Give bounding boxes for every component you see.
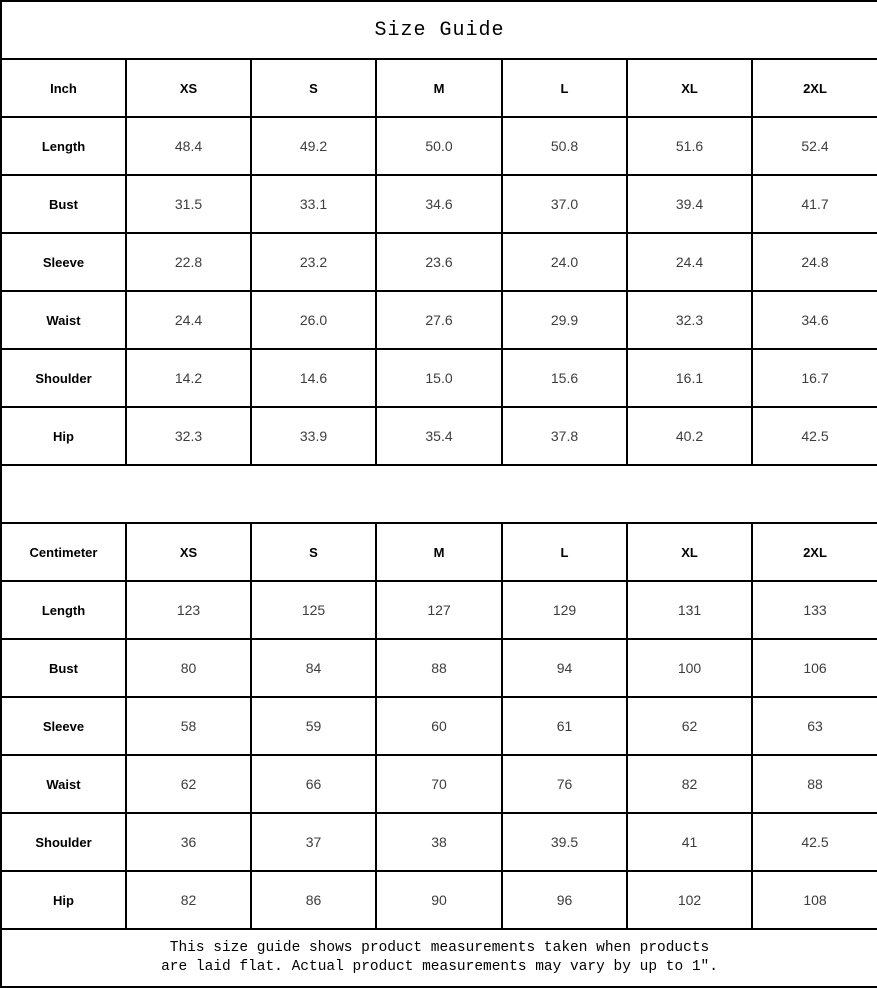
measurement-value: 48.4 bbox=[126, 117, 251, 175]
footer-row bbox=[1, 929, 877, 987]
measurement-value: 15.6 bbox=[502, 349, 627, 407]
row-label: Waist bbox=[1, 755, 126, 813]
measurement-value: 76 bbox=[502, 755, 627, 813]
measurement-value: 62 bbox=[627, 697, 752, 755]
size-header-cell: L bbox=[502, 59, 627, 117]
measurement-value: 82 bbox=[126, 871, 251, 929]
measurement-value: 88 bbox=[376, 639, 502, 697]
size-header-cell: 2XL bbox=[752, 59, 877, 117]
size-header-cell: XS bbox=[126, 523, 251, 581]
measurement-value: 61 bbox=[502, 697, 627, 755]
measurement-value: 80 bbox=[126, 639, 251, 697]
row-label: Waist bbox=[1, 291, 126, 349]
measurement-value: 23.6 bbox=[376, 233, 502, 291]
page-title: Size Guide bbox=[1, 1, 877, 59]
measurement-value: 37.0 bbox=[502, 175, 627, 233]
measurement-value: 33.9 bbox=[251, 407, 376, 465]
measurement-value: 35.4 bbox=[376, 407, 502, 465]
size-header-cell: XS bbox=[126, 59, 251, 117]
measurement-row bbox=[1, 581, 877, 639]
measurement-value: 58 bbox=[126, 697, 251, 755]
measurement-value: 32.3 bbox=[627, 291, 752, 349]
measurement-row bbox=[1, 349, 877, 407]
size-header-cell: S bbox=[251, 523, 376, 581]
size-header-cell: XL bbox=[627, 523, 752, 581]
measurement-value: 37 bbox=[251, 813, 376, 871]
measurement-value: 36 bbox=[126, 813, 251, 871]
measurement-value: 66 bbox=[251, 755, 376, 813]
measurement-value: 15.0 bbox=[376, 349, 502, 407]
measurement-row bbox=[1, 639, 877, 697]
measurement-value: 14.6 bbox=[251, 349, 376, 407]
measurement-value: 42.5 bbox=[752, 407, 877, 465]
title-row bbox=[1, 1, 877, 59]
measurement-value: 133 bbox=[752, 581, 877, 639]
measurement-value: 123 bbox=[126, 581, 251, 639]
measurement-value: 42.5 bbox=[752, 813, 877, 871]
measurement-value: 32.3 bbox=[126, 407, 251, 465]
measurement-value: 82 bbox=[627, 755, 752, 813]
measurement-value: 108 bbox=[752, 871, 877, 929]
size-header-cell: XL bbox=[627, 59, 752, 117]
measurement-value: 39.5 bbox=[502, 813, 627, 871]
row-label: Bust bbox=[1, 175, 126, 233]
measurement-value: 50.8 bbox=[502, 117, 627, 175]
row-label: Hip bbox=[1, 871, 126, 929]
measurement-value: 33.1 bbox=[251, 175, 376, 233]
measurement-value: 24.4 bbox=[126, 291, 251, 349]
measurement-value: 102 bbox=[627, 871, 752, 929]
measurement-value: 38 bbox=[376, 813, 502, 871]
measurement-row bbox=[1, 291, 877, 349]
size-header-cell: M bbox=[376, 523, 502, 581]
measurement-value: 129 bbox=[502, 581, 627, 639]
measurement-value: 49.2 bbox=[251, 117, 376, 175]
row-label: Bust bbox=[1, 639, 126, 697]
measurement-row bbox=[1, 407, 877, 465]
measurement-row bbox=[1, 697, 877, 755]
measurement-value: 125 bbox=[251, 581, 376, 639]
measurement-value: 106 bbox=[752, 639, 877, 697]
measurement-value: 86 bbox=[251, 871, 376, 929]
row-label: Sleeve bbox=[1, 233, 126, 291]
unit-header-cell: Inch bbox=[1, 59, 126, 117]
size-header-cell: M bbox=[376, 59, 502, 117]
row-label: Length bbox=[1, 117, 126, 175]
measurement-row bbox=[1, 175, 877, 233]
measurement-value: 50.0 bbox=[376, 117, 502, 175]
measurement-value: 22.8 bbox=[126, 233, 251, 291]
measurement-value: 60 bbox=[376, 697, 502, 755]
size-header-cell: S bbox=[251, 59, 376, 117]
measurement-value: 90 bbox=[376, 871, 502, 929]
measurement-row bbox=[1, 233, 877, 291]
measurement-value: 29.9 bbox=[502, 291, 627, 349]
measurement-value: 127 bbox=[376, 581, 502, 639]
measurement-value: 84 bbox=[251, 639, 376, 697]
size-header-cell: 2XL bbox=[752, 523, 877, 581]
measurement-value: 34.6 bbox=[752, 291, 877, 349]
measurement-row bbox=[1, 117, 877, 175]
row-label: Sleeve bbox=[1, 697, 126, 755]
measurement-value: 63 bbox=[752, 697, 877, 755]
measurement-value: 131 bbox=[627, 581, 752, 639]
measurement-value: 96 bbox=[502, 871, 627, 929]
measurement-value: 70 bbox=[376, 755, 502, 813]
row-label: Shoulder bbox=[1, 813, 126, 871]
measurement-value: 27.6 bbox=[376, 291, 502, 349]
size-header-row bbox=[1, 523, 877, 581]
measurement-value: 16.7 bbox=[752, 349, 877, 407]
measurement-value: 24.4 bbox=[627, 233, 752, 291]
measurement-row bbox=[1, 871, 877, 929]
measurement-value: 51.6 bbox=[627, 117, 752, 175]
row-label: Hip bbox=[1, 407, 126, 465]
measurement-row bbox=[1, 813, 877, 871]
size-header-cell: L bbox=[502, 523, 627, 581]
footer-note bbox=[1, 929, 877, 987]
measurement-value: 39.4 bbox=[627, 175, 752, 233]
measurement-value: 52.4 bbox=[752, 117, 877, 175]
footer-note-line: are laid flat. Actual product measurements may vary by up to 1″. bbox=[161, 959, 718, 975]
table-spacer bbox=[1, 465, 877, 523]
spacer-row bbox=[1, 465, 877, 523]
measurement-value: 62 bbox=[126, 755, 251, 813]
measurement-value: 59 bbox=[251, 697, 376, 755]
measurement-value: 24.8 bbox=[752, 233, 877, 291]
measurement-value: 31.5 bbox=[126, 175, 251, 233]
measurement-value: 14.2 bbox=[126, 349, 251, 407]
measurement-value: 26.0 bbox=[251, 291, 376, 349]
measurement-value: 94 bbox=[502, 639, 627, 697]
measurement-value: 41 bbox=[627, 813, 752, 871]
measurement-row bbox=[1, 755, 877, 813]
measurement-value: 37.8 bbox=[502, 407, 627, 465]
row-label: Length bbox=[1, 581, 126, 639]
measurement-value: 34.6 bbox=[376, 175, 502, 233]
measurement-value: 41.7 bbox=[752, 175, 877, 233]
row-label: Shoulder bbox=[1, 349, 126, 407]
measurement-value: 88 bbox=[752, 755, 877, 813]
measurement-value: 16.1 bbox=[627, 349, 752, 407]
unit-header-cell: Centimeter bbox=[1, 523, 126, 581]
measurement-value: 100 bbox=[627, 639, 752, 697]
measurement-value: 40.2 bbox=[627, 407, 752, 465]
size-header-row bbox=[1, 59, 877, 117]
measurement-value: 24.0 bbox=[502, 233, 627, 291]
measurement-value: 23.2 bbox=[251, 233, 376, 291]
footer-note-line: This size guide shows product measurements taken when products bbox=[169, 940, 710, 956]
